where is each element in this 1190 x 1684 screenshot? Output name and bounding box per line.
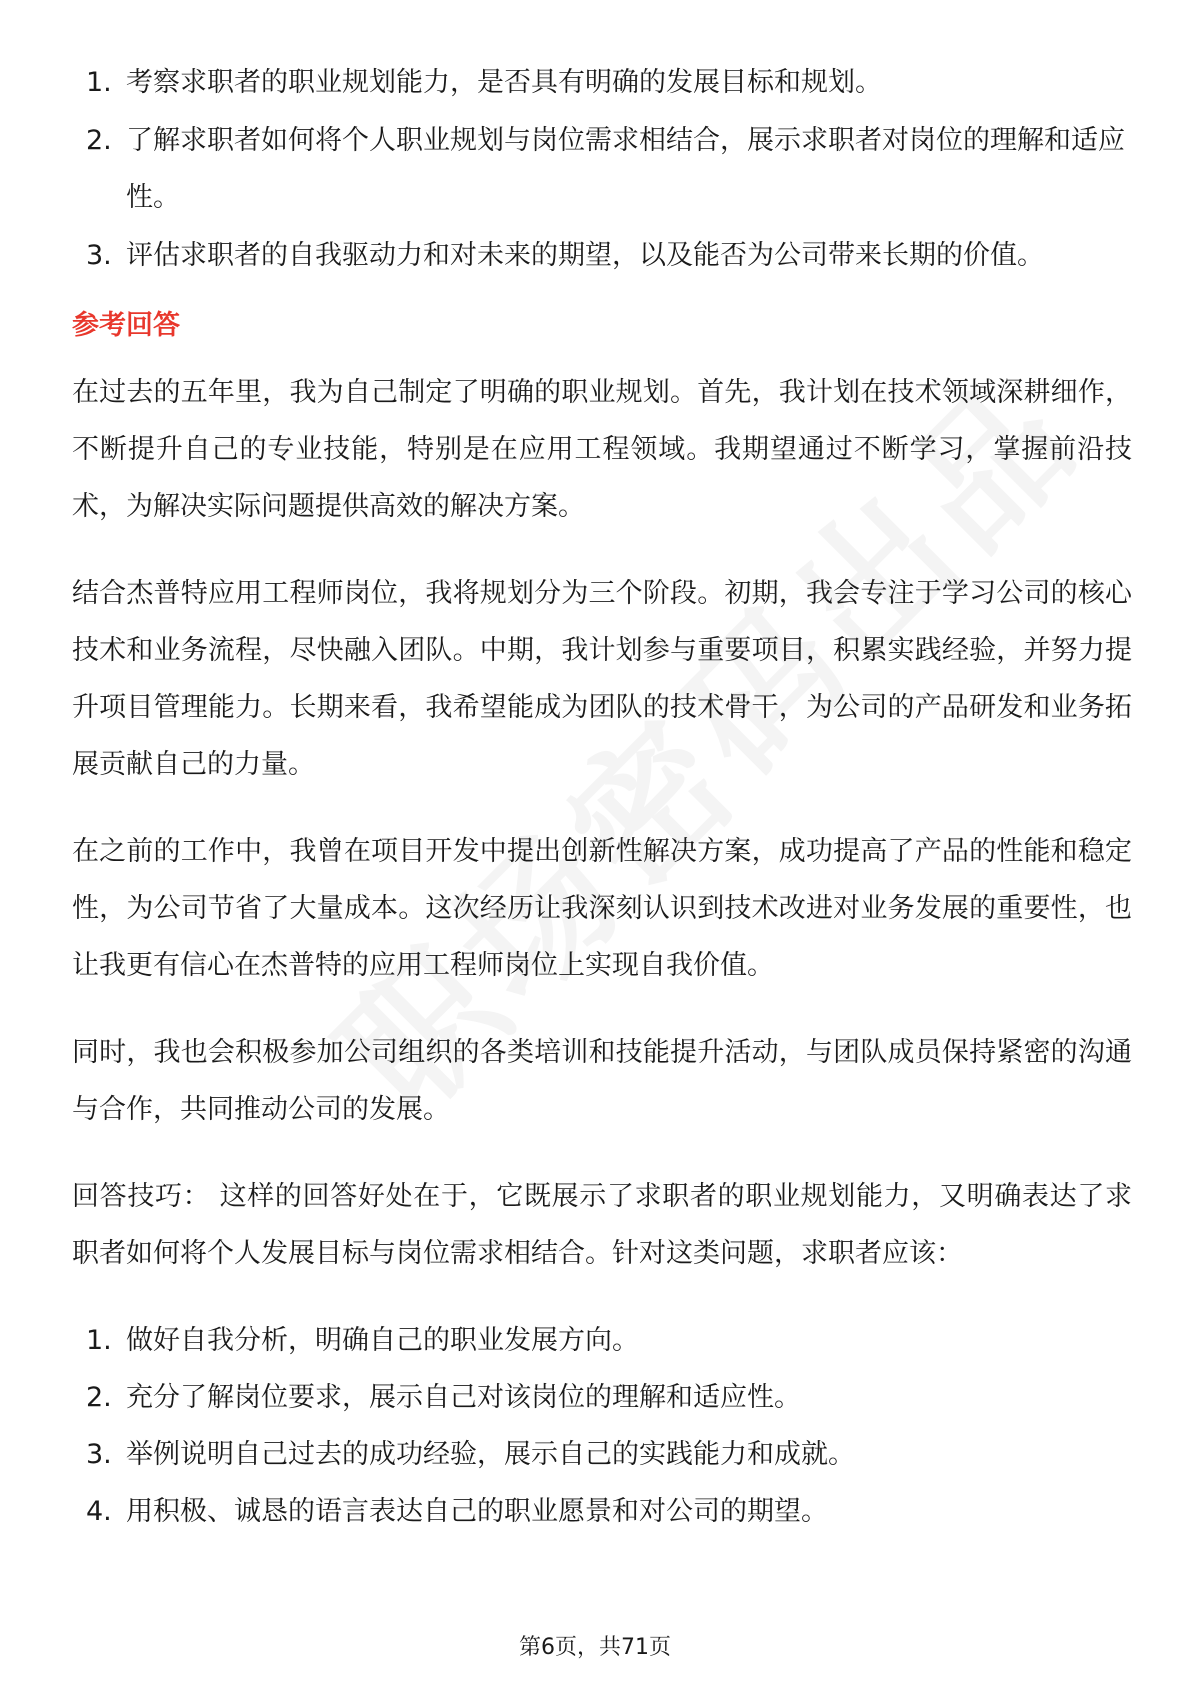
tips-list xyxy=(72,1312,1132,1540)
list-item-text: 举例说明自己过去的成功经验，展示自己的实践能力和成就。 xyxy=(126,1439,855,1470)
section-heading: 参考回答 xyxy=(72,310,180,341)
list-item xyxy=(72,1312,1132,1369)
list-number: 3. xyxy=(86,1439,112,1470)
list-item xyxy=(72,54,1132,111)
answer-tips-paragraph: 回答技巧： 这样的回答好处在于，它既展示了求职者的职业规划能力，又明确表达了求职者如何将个人发展目标与岗位需求相结合。针对这类问题，求职者应该： xyxy=(72,1181,1132,1269)
list-number: 2. xyxy=(86,125,112,156)
list-item xyxy=(72,227,1132,284)
list-item-text: 充分了解岗位要求，展示自己对该岗位的理解和适应性。 xyxy=(126,1382,801,1413)
list-item xyxy=(72,1369,1132,1426)
list-number: 2. xyxy=(86,1382,112,1413)
page-content xyxy=(72,54,1132,1540)
list-item-text: 了解求职者如何将个人职业规划与岗位需求相结合，展示求职者对岗位的理解和适应性。 xyxy=(126,125,1125,213)
list-item xyxy=(72,112,1132,226)
page-footer: 第6页，共71页 xyxy=(519,1635,671,1660)
list-item xyxy=(72,1426,1132,1483)
list-item-text: 评估求职者的自我驱动力和对未来的期望，以及能否为公司带来长期的价值。 xyxy=(126,240,1044,271)
list-number: 1. xyxy=(86,1325,112,1356)
list-item xyxy=(72,1483,1132,1540)
list-item-text: 考察求职者的职业规划能力，是否具有明确的发展目标和规划。 xyxy=(126,67,882,98)
answer-paragraph: 同时，我也会积极参加公司组织的各类培训和技能提升活动，与团队成员保持紧密的沟通与合作，共同推动公司的发展。 xyxy=(72,1037,1132,1125)
list-number: 1. xyxy=(86,67,112,98)
answer-paragraph: 在过去的五年里，我为自己制定了明确的职业规划。首先，我计划在技术领域深耕细作，不断提升自己的专业技能，特别是在应用工程领域。我期望通过不断学习，掌握前沿技术，为解决实际问题提供高效的解决方案。 xyxy=(72,377,1132,522)
list-item-text: 用积极、诚恳的语言表达自己的职业愿景和对公司的期望。 xyxy=(126,1496,828,1527)
answer-paragraph: 在之前的工作中，我曾在项目开发中提出创新性解决方案，成功提高了产品的性能和稳定性，为公司节省了大量成本。这次经历让我深刻认识到技术改进对业务发展的重要性，也让我更有信心在杰普特的应用工程师岗位上实现自我价值。 xyxy=(72,836,1132,981)
list-item-text: 做好自我分析，明确自己的职业发展方向。 xyxy=(126,1325,639,1356)
list-number: 4. xyxy=(86,1496,112,1527)
list-number: 3. xyxy=(86,240,112,271)
evaluation-points-list xyxy=(72,54,1132,284)
answer-paragraph: 结合杰普特应用工程师岗位，我将规划分为三个阶段。初期，我会专注于学习公司的核心技术和业务流程，尽快融入团队。中期，我计划参与重要项目，积累实践经验，并努力提升项目管理能力。长期来看，我希望能成为团队的技术骨干，为公司的产品研发和业务拓展贡献自己的力量。 xyxy=(72,578,1132,780)
